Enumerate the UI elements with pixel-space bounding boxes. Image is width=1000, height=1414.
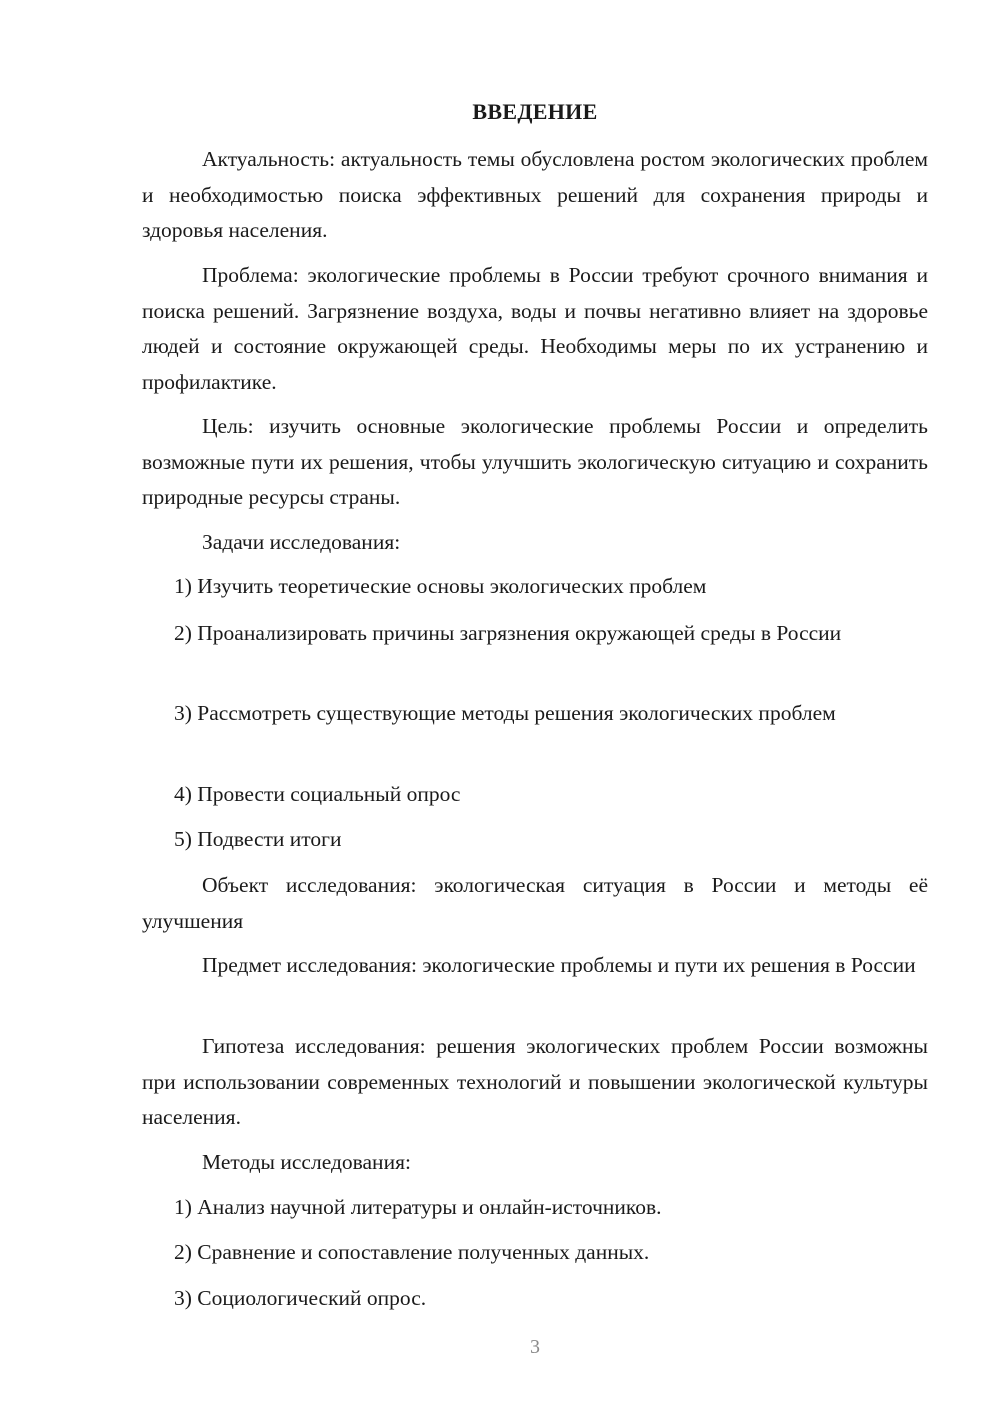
list-item-method-2: 2) Сравнение и сопоставление полученных данных. [174,1240,650,1264]
paragraph-subject: Предмет исследования: экологические проблемы и пути их решения в России [202,953,916,977]
section-title: ВВЕДЕНИЕ [472,99,598,124]
paragraph-object: Объект исследования: экологическая ситуация в России и методы её улучшения [142,873,928,933]
list-item-task-4: 4) Провести социальный опрос [174,782,461,806]
page-number: 3 [530,1336,540,1358]
list-item-method-1: 1) Анализ научной литературы и онлайн-источников. [174,1195,662,1219]
paragraph-tasks-heading: Задачи исследования: [202,530,401,554]
list-item-method-3: 3) Социологический опрос. [174,1286,427,1310]
paragraph-methods-heading: Методы исследования: [202,1150,411,1174]
paragraph-goal: Цель: изучить основные экологические проблемы России и определить возможные пути их решения, чтобы улучшить экологическую ситуацию и сохранить природные ресурсы страны. [142,414,928,509]
list-item-task-3: 3) Рассмотреть существующие методы решения экологических проблем [174,701,836,725]
list-item-task-1: 1) Изучить теоретические основы экологических проблем [174,574,707,598]
document-page [142,0,928,1414]
paragraph-hypothesis: Гипотеза исследования: решения экологических проблем России возможны при использовании современных технологий и повышении экологической культуры населения. [142,1034,928,1129]
paragraph-relevance: Актуальность: актуальность темы обусловлена ростом экологических проблем и необходимостью поиска эффективных решений для сохранения природы и здоровья населения. [142,147,928,242]
paragraph-problem: Проблема: экологические проблемы в России требуют срочного внимания и поиска решений. Загрязнение воздуха, воды и почвы негативно влияет на здоровье людей и состояние окружающей среды. Необходимы меры по их устранению и профилактике. [142,263,928,394]
list-item-task-2: 2) Проанализировать причины загрязнения окружающей среды в России [174,621,842,645]
list-item-task-5: 5) Подвести итоги [174,827,342,851]
